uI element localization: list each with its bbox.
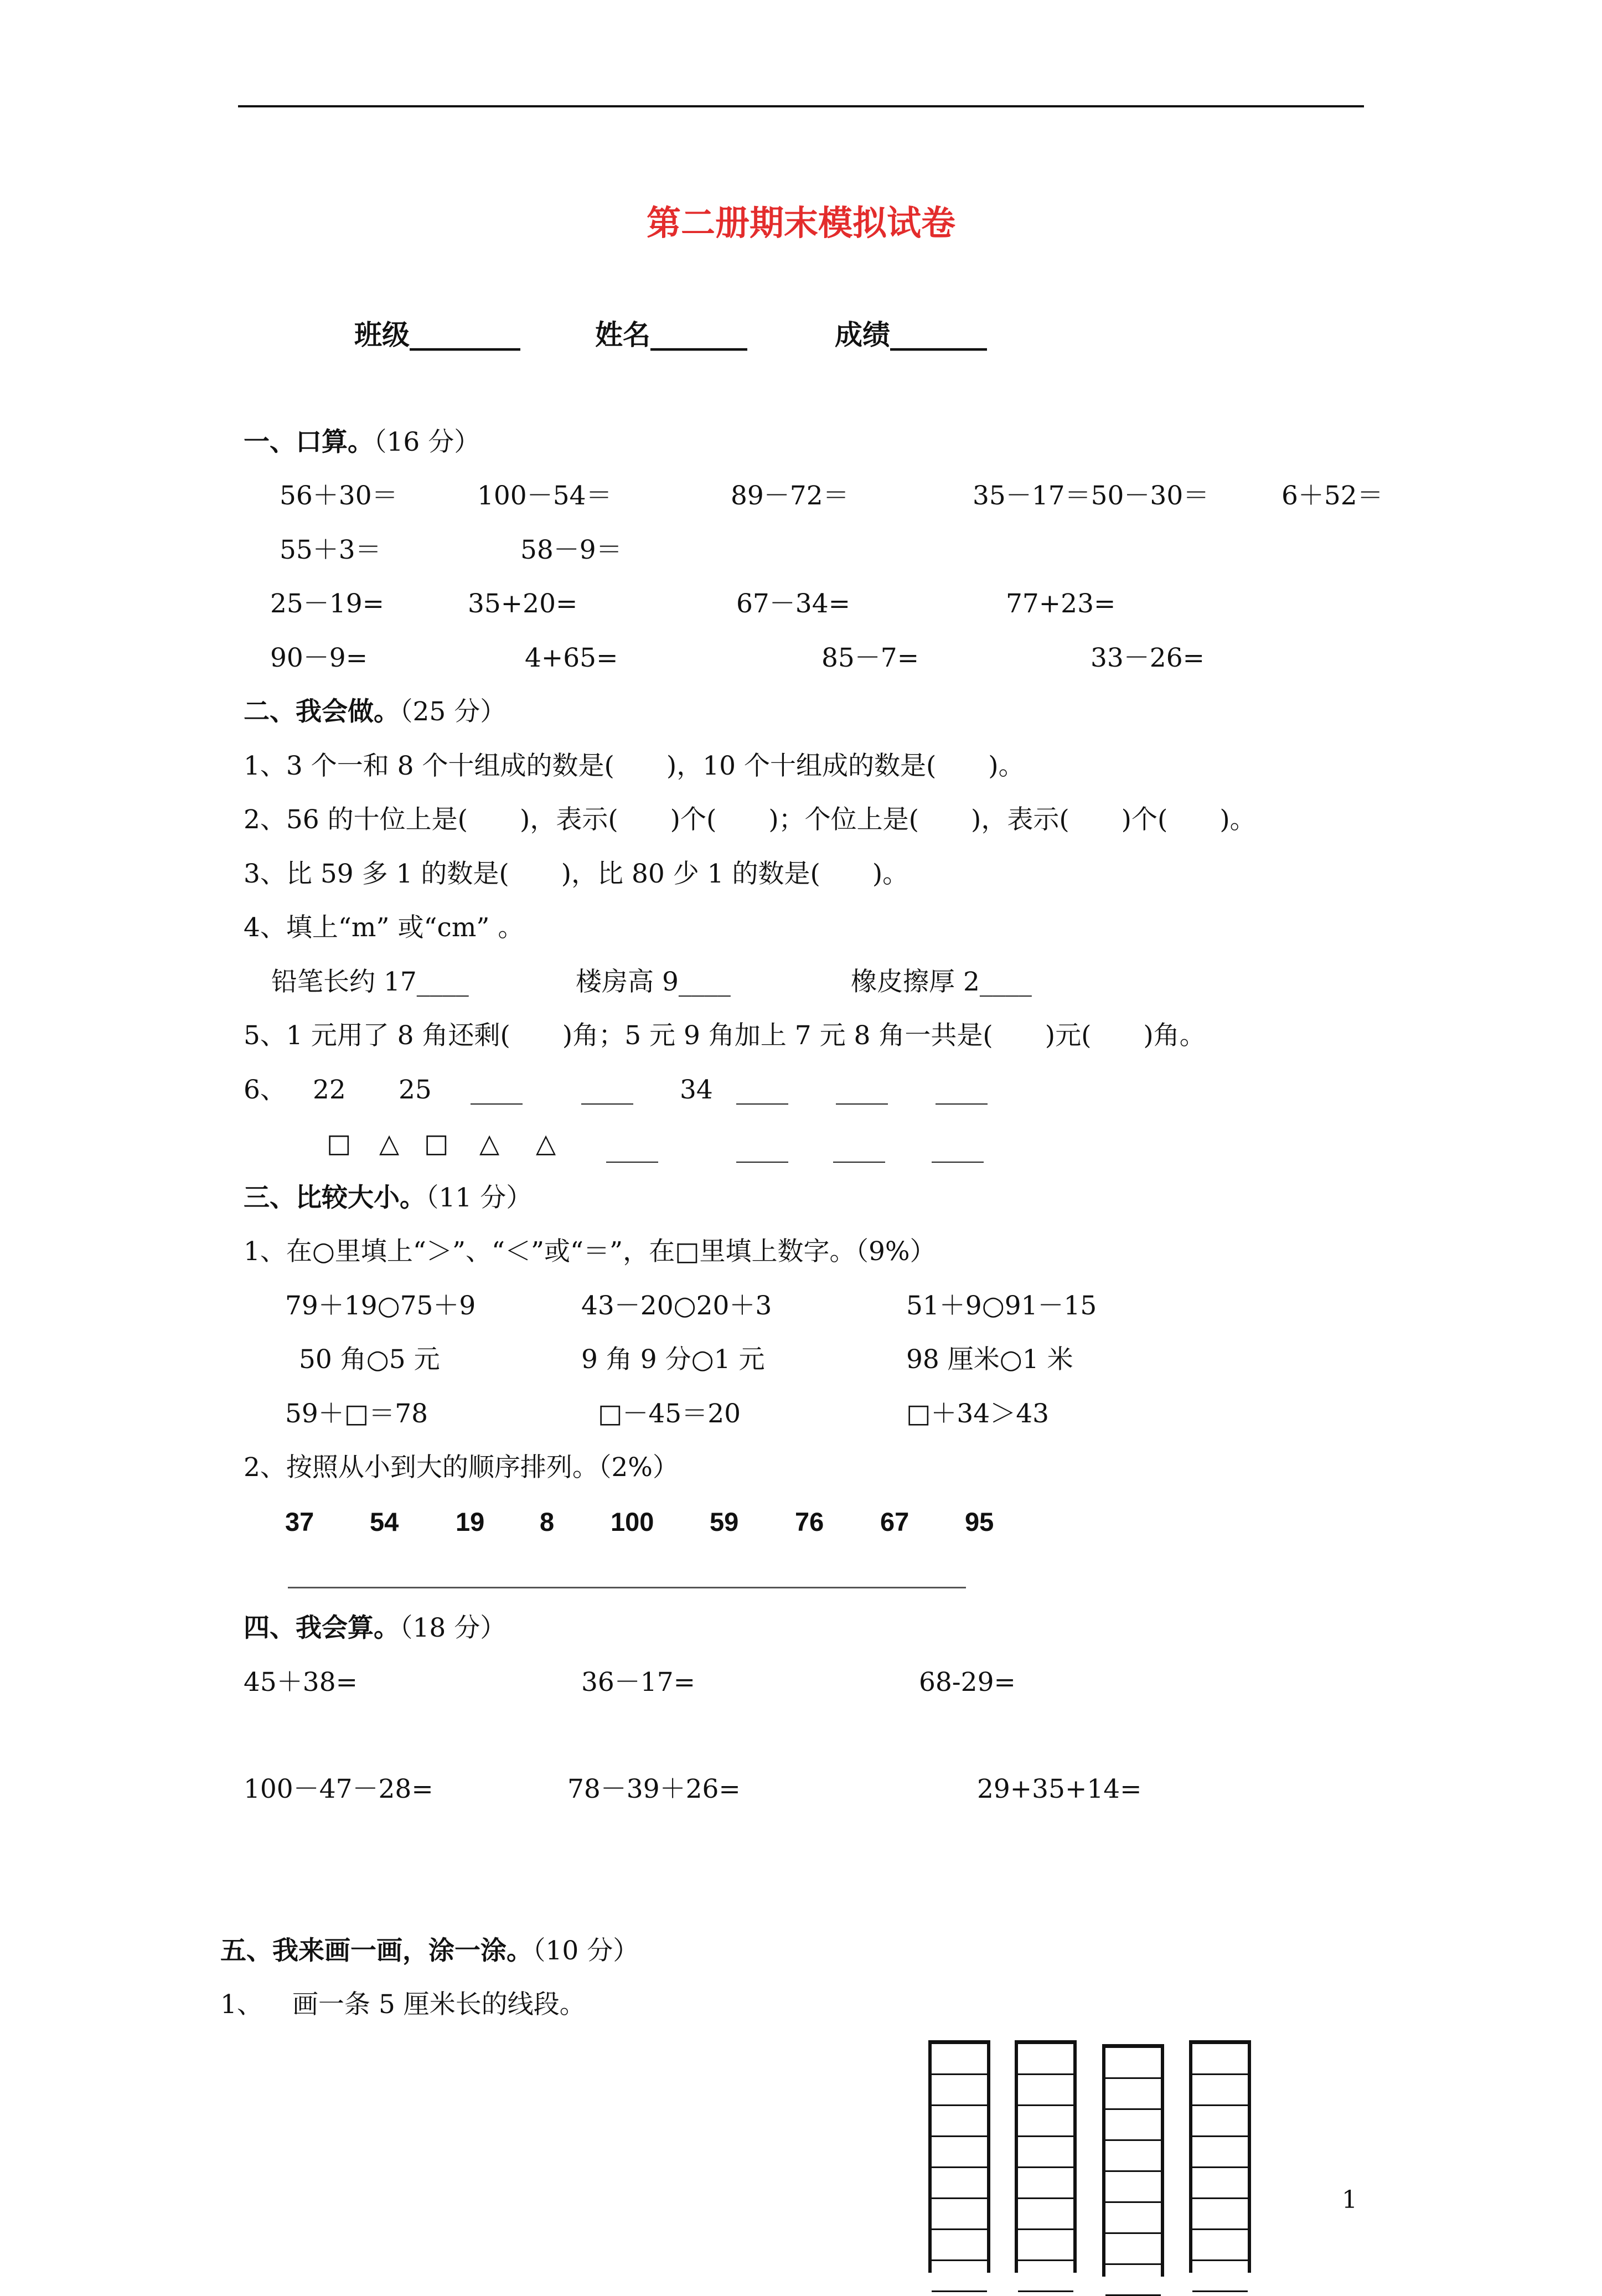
s2-q6-blank[interactable]: ____ — [936, 1075, 988, 1105]
s1-item: 67－34= — [736, 589, 850, 619]
order-number: 37 — [285, 1507, 314, 1536]
grid-cell[interactable] — [1105, 2234, 1161, 2265]
s1-item: 35+20= — [468, 589, 578, 619]
s1-item: 56＋30＝ — [280, 481, 398, 511]
order-number: 19 — [456, 1507, 485, 1536]
grid-cell[interactable] — [1192, 2261, 1248, 2292]
grid-cell[interactable] — [932, 2137, 987, 2168]
grid-cell[interactable] — [1105, 2079, 1161, 2110]
section-points: （10 分） — [533, 1936, 639, 1966]
s2-question-2: 2、56 的十位上是( )，表示( )个( )；个位上是( )，表示( )个( )。 — [244, 804, 1256, 835]
section-2-heading — [244, 696, 507, 727]
triangle-shape: △ — [379, 1128, 400, 1159]
grid-cell[interactable] — [932, 2044, 987, 2075]
s2-q6-number: 34 — [680, 1075, 713, 1105]
order-number: 8 — [540, 1507, 555, 1536]
grid-cell[interactable] — [1192, 2199, 1248, 2230]
grid-cell[interactable] — [1105, 2172, 1161, 2203]
s1-item: 4+65= — [525, 643, 618, 673]
s3-item: 79＋19○75＋9 — [285, 1291, 476, 1321]
s1-item: 58－9＝ — [520, 535, 622, 565]
s4-item: 45＋38= — [244, 1667, 358, 1698]
section-heading-text: 二、我会做。 — [244, 696, 400, 727]
header-rule — [238, 105, 1364, 107]
s4-item: 68-29= — [919, 1667, 1016, 1698]
grid-cell[interactable] — [1192, 2075, 1248, 2106]
order-number: 95 — [965, 1507, 994, 1536]
order-number: 54 — [370, 1507, 399, 1536]
score-field[interactable]: 成绩_______ — [835, 318, 987, 351]
s1-item: 6＋52＝ — [1281, 481, 1383, 511]
grid-cell[interactable] — [1192, 2168, 1248, 2199]
grid-cell[interactable] — [932, 2199, 987, 2230]
grid-cell[interactable] — [1018, 2230, 1073, 2261]
coloring-column-4[interactable] — [1189, 2040, 1251, 2273]
order-number: 100 — [611, 1507, 654, 1536]
square-shape: □ — [424, 1128, 449, 1159]
grid-cell[interactable] — [1018, 2075, 1073, 2106]
s3-item: 51＋9○91－15 — [906, 1291, 1097, 1321]
grid-cell[interactable] — [1192, 2044, 1248, 2075]
section-heading-text: 四、我会算。 — [244, 1613, 400, 1643]
grid-cell[interactable] — [932, 2106, 987, 2137]
s1-item: 35－17＝50－30＝ — [973, 481, 1210, 511]
grid-cell[interactable] — [1105, 2141, 1161, 2172]
grid-cell[interactable] — [1018, 2168, 1073, 2199]
s2-q6-blank[interactable]: ____ — [471, 1075, 523, 1105]
s1-item: 90－9= — [270, 643, 368, 673]
s2-q6-blank[interactable]: ____ — [581, 1075, 633, 1105]
s2-q4-item: 楼房高 9____ — [576, 967, 731, 997]
s1-item: 77+23= — [1006, 589, 1116, 619]
order-number: 59 — [710, 1507, 739, 1536]
section-1-heading — [244, 429, 480, 455]
s5-question-1-label: 1、 — [220, 1989, 263, 2020]
grid-cell[interactable] — [932, 2261, 987, 2292]
order-number: 76 — [795, 1507, 824, 1536]
triangle-shape: △ — [536, 1128, 556, 1159]
answer-line[interactable] — [288, 1587, 966, 1588]
s4-item: 29+35+14= — [977, 1774, 1142, 1804]
grid-cell[interactable] — [1018, 2137, 1073, 2168]
s2-q6-blank[interactable]: ____ — [932, 1133, 984, 1163]
grid-cell[interactable] — [1018, 2044, 1073, 2075]
section-4-heading — [244, 1615, 506, 1641]
grid-cell[interactable] — [1105, 2048, 1161, 2079]
coloring-column-2[interactable] — [1015, 2040, 1077, 2273]
grid-cell[interactable] — [1105, 2110, 1161, 2141]
s3-item: 9 角 9 分○1 元 — [581, 1344, 765, 1375]
section-heading-text: 一、口算。 — [244, 427, 374, 457]
s1-item: 55＋3＝ — [280, 535, 381, 565]
s2-q4-item: 铅笔长约 17____ — [271, 967, 469, 997]
s3-item: 43－20○20＋3 — [581, 1291, 772, 1321]
section-points: （18 分） — [400, 1613, 507, 1643]
s2-q6-number: 22 — [313, 1075, 346, 1105]
grid-cell[interactable] — [1018, 2261, 1073, 2292]
s1-item: 100－54＝ — [477, 481, 612, 511]
page-title: 第二册期末模拟试卷 — [646, 203, 955, 243]
s2-question-1: 1、3 个一和 8 个十组成的数是( )，10 个十组成的数是( )。 — [244, 751, 1025, 781]
s2-q6-blank[interactable]: ____ — [833, 1133, 885, 1163]
grid-cell[interactable] — [932, 2230, 987, 2261]
s3-item: 59＋□＝78 — [285, 1399, 428, 1429]
grid-cell[interactable] — [1105, 2203, 1161, 2234]
s3-item: □－45＝20 — [598, 1399, 741, 1429]
section-heading-text: 五、我来画一画，涂一涂。 — [220, 1936, 533, 1966]
grid-cell[interactable] — [932, 2168, 987, 2199]
s2-q4-item: 橡皮擦厚 2____ — [851, 967, 1032, 997]
class-field[interactable]: 班级________ — [354, 318, 520, 351]
section-3-heading — [244, 1185, 532, 1211]
s3-question-1: 1、在○里填上“＞”、“＜”或“＝”，在□里填上数字。（9%） — [244, 1236, 936, 1267]
s5-question-1: 画一条 5 厘米长的线段。 — [292, 1989, 586, 2020]
s3-item: 98 厘米○1 米 — [906, 1344, 1073, 1375]
order-number: 67 — [880, 1507, 909, 1536]
triangle-shape: △ — [479, 1128, 500, 1159]
s2-q6-blank[interactable]: ____ — [836, 1075, 888, 1105]
s1-item: 33－26= — [1091, 643, 1205, 673]
s3-item: 50 角○5 元 — [299, 1344, 440, 1375]
grid-cell[interactable] — [1192, 2106, 1248, 2137]
s2-question-5: 5、1 元用了 8 角还剩( )角；5 元 9 角加上 7 元 8 角一共是( )元( )角。 — [244, 1020, 1206, 1051]
s1-item: 89－72＝ — [731, 481, 849, 511]
s2-q6-number: 25 — [399, 1075, 432, 1105]
s2-q6-blank[interactable]: ____ — [736, 1075, 788, 1105]
s3-question-2: 2、按照从小到大的顺序排列。（2%） — [244, 1452, 679, 1483]
s2-question-4: 4、填上“m” 或“cm” 。 — [244, 912, 524, 943]
s2-question-6-label: 6、 — [244, 1075, 286, 1105]
coloring-column-1[interactable] — [928, 2040, 990, 2273]
section-points: （16 分） — [374, 427, 480, 457]
s4-item: 78－39＋26= — [567, 1774, 741, 1804]
s1-item: 85－7= — [821, 643, 919, 673]
grid-cell[interactable] — [932, 2075, 987, 2106]
grid-cell[interactable] — [1018, 2106, 1073, 2137]
section-points: （25 分） — [400, 696, 507, 727]
grid-cell[interactable] — [1018, 2199, 1073, 2230]
page-number: 1 — [1342, 2186, 1357, 2214]
s3-item: □＋34＞43 — [906, 1399, 1050, 1429]
grid-cell[interactable] — [1105, 2265, 1161, 2296]
grid-cell[interactable] — [1192, 2137, 1248, 2168]
section-heading-text: 三、比较大小。 — [244, 1183, 426, 1213]
s1-item: 25－19= — [270, 589, 384, 619]
s2-q6-blank[interactable]: ____ — [606, 1133, 658, 1163]
coloring-column-3[interactable] — [1102, 2044, 1164, 2277]
s4-item: 36－17= — [581, 1667, 695, 1698]
grid-cell[interactable] — [1192, 2230, 1248, 2261]
section-points: （11 分） — [426, 1183, 533, 1213]
square-shape: □ — [327, 1128, 352, 1159]
s2-question-3: 3、比 59 多 1 的数是( )，比 80 少 1 的数是( )。 — [244, 859, 909, 889]
name-field[interactable]: 姓名_______ — [595, 318, 747, 351]
s4-item: 100－47－28= — [244, 1774, 433, 1804]
s2-q6-blank[interactable]: ____ — [736, 1133, 788, 1163]
section-5-heading — [220, 1938, 639, 1964]
